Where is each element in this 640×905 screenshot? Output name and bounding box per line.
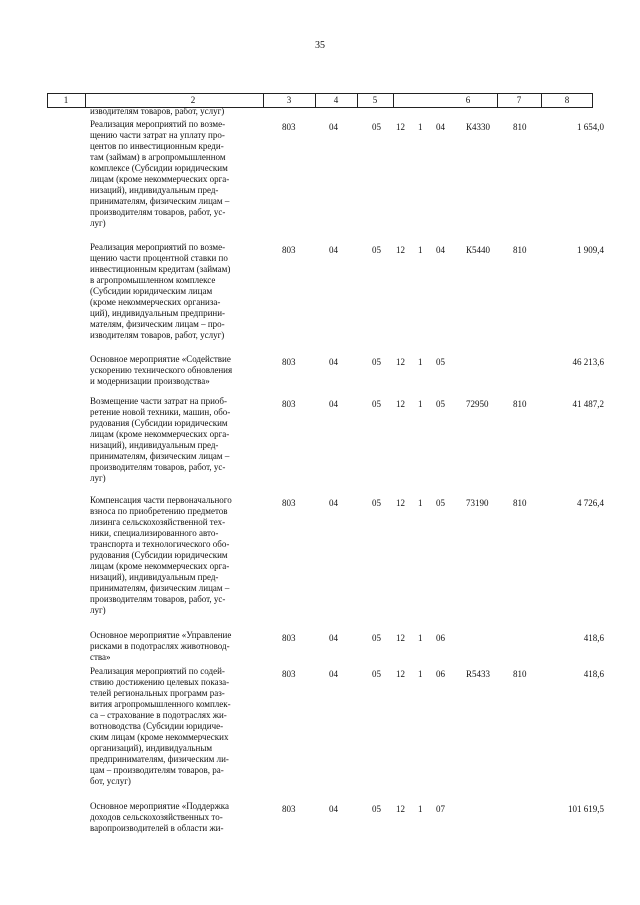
cell-col5: 05 [372, 669, 381, 679]
table-row [0, 354, 640, 396]
cell-col8-amount: 101 619,5 [568, 804, 604, 814]
cell-col6-program: 12 [396, 122, 405, 132]
header-col-1: 1 [63, 95, 69, 105]
cell-col3: 803 [282, 498, 296, 508]
table-row [0, 107, 640, 119]
header-col-3: 3 [286, 95, 292, 105]
cell-col7: 810 [513, 498, 527, 508]
cell-col4: 04 [329, 633, 338, 643]
cell-col6-program: 12 [396, 804, 405, 814]
cell-col6-subprogram: 1 [418, 399, 423, 409]
cell-col6-subprogram: 1 [418, 357, 423, 367]
row-description: Компенсация части первоначального взноса по приобретению предметов лизинга сельскохозяйственной тех- ники, специализированного авто- транспорта и технологического обо- рудования (Субсидии юридическим лицам (кроме некоммерческих орга- низаций), индивидуальным пред- принимателям, физическим лицам – производителям товаров, работ, ус- луг) [90, 495, 232, 615]
cell-col4: 04 [329, 122, 338, 132]
cell-col6-event: 05 [436, 399, 445, 409]
cell-col4: 04 [329, 357, 338, 367]
cell-col6-program: 12 [396, 498, 405, 508]
cell-col6-direction: R5433 [466, 669, 491, 679]
cell-col3: 803 [282, 804, 296, 814]
table-row [0, 396, 640, 495]
cell-col6-event: 04 [436, 245, 445, 255]
cell-col3: 803 [282, 399, 296, 409]
cell-col5: 05 [372, 498, 381, 508]
cell-col6-direction: 73190 [466, 498, 489, 508]
table-row [0, 630, 640, 666]
cell-col6-program: 12 [396, 669, 405, 679]
cell-col5: 05 [372, 245, 381, 255]
cell-col8-amount: 4 726,4 [577, 498, 604, 508]
cell-col6-event: 06 [436, 633, 445, 643]
cell-col6-program: 12 [396, 245, 405, 255]
cell-col6-subprogram: 1 [418, 633, 423, 643]
cell-col6-direction: 72950 [466, 399, 489, 409]
cell-col6-subprogram: 1 [418, 122, 423, 132]
cell-col8-amount: 418,6 [583, 669, 604, 679]
cell-col7: 810 [513, 122, 527, 132]
row-description: Основное мероприятие «Поддержка доходов сельскохозяйственных то- варопроизводителей в области жи- [90, 801, 230, 833]
cell-col6-subprogram: 1 [418, 245, 423, 255]
row-description: изводителям товаров, работ, услуг) [90, 106, 225, 116]
cell-col8-amount: 418,6 [583, 633, 604, 643]
cell-col3: 803 [282, 669, 296, 679]
cell-col8-amount: 1 654,0 [577, 122, 604, 132]
header-col-5: 5 [372, 95, 378, 105]
header-col-2: 2 [190, 95, 196, 105]
cell-col4: 04 [329, 498, 338, 508]
cell-col5: 05 [372, 804, 381, 814]
header-col-4: 4 [333, 95, 339, 105]
header-divider [592, 94, 593, 107]
cell-col8-amount: 46 213,6 [572, 357, 604, 367]
cell-col3: 803 [282, 633, 296, 643]
cell-col6-program: 12 [396, 633, 405, 643]
cell-col5: 05 [372, 122, 381, 132]
cell-col6-event: 06 [436, 669, 445, 679]
table-row [0, 801, 640, 841]
cell-col3: 803 [282, 357, 296, 367]
cell-col4: 04 [329, 245, 338, 255]
row-description: Реализация мероприятий по содей- ствию достижению целевых показа- телей региональных программ раз- вития агропромышленного комплек- са – страхование в подотраслях жи- вотноводства (Субсидии юридиче- ским лицам (кроме некоммерческих организаций), индивидуальным предпринимателям, физическим ли- цам – производителям товаров, ра- бот, услуг) [90, 666, 231, 786]
row-description: Реализация мероприятий по возме- щению части процентной ставки по инвестиционным кредитам (займам) в агропромышленном комплексе (Субсидии юридическим лицам (кроме некоммерческих организа- ций), индивидуальным предприни- мателям, физическим лицам – про- изводителям товаров, работ, услуг) [90, 242, 231, 340]
cell-col6-direction: К4330 [466, 122, 491, 132]
table-row [0, 119, 640, 242]
cell-col6-subprogram: 1 [418, 498, 423, 508]
table-row [0, 242, 640, 354]
cell-col7: 810 [513, 245, 527, 255]
header-col-6: 6 [465, 95, 471, 105]
row-description: Основное мероприятие «Содействие ускорению технического обновления и модернизации производства» [90, 354, 233, 386]
table-row [0, 666, 640, 801]
cell-col6-event: 07 [436, 804, 445, 814]
cell-col4: 04 [329, 804, 338, 814]
cell-col6-program: 12 [396, 357, 405, 367]
cell-col6-event: 05 [436, 357, 445, 367]
row-description: Возмещение части затрат на приоб- ретение новой техники, машин, обо- рудования (Субсидии юридическим лицам (кроме некоммерческих орга- низаций), индивидуальным пред- принимателям, физическим лицам – производителям товаров, работ, ус- луг) [90, 396, 231, 483]
cell-col6-program: 12 [396, 399, 405, 409]
page-number: 35 [315, 40, 325, 51]
table-row [0, 495, 640, 630]
cell-col5: 05 [372, 399, 381, 409]
cell-col3: 803 [282, 122, 296, 132]
cell-col7: 810 [513, 399, 527, 409]
cell-col4: 04 [329, 399, 338, 409]
cell-col8-amount: 1 909,4 [577, 245, 604, 255]
cell-col6-subprogram: 1 [418, 804, 423, 814]
cell-col5: 05 [372, 633, 381, 643]
cell-col6-subprogram: 1 [418, 669, 423, 679]
header-col-8: 8 [564, 95, 570, 105]
header-col-7: 7 [516, 95, 522, 105]
cell-col3: 803 [282, 245, 296, 255]
cell-col5: 05 [372, 357, 381, 367]
row-description: Основное мероприятие «Управление рисками в подотраслях животновод- ства» [90, 630, 232, 662]
cell-col6-direction: К5440 [466, 245, 491, 255]
row-description: Реализация мероприятий по возме- щению части затрат на уплату про- центов по инвестиционным креди- там (займам) в агропромышленном комплексе (Субсидии юридическим лицам (кроме некоммерческих орга- низаций), индивидуальным пред- принимателям, физическим лицам – производителям товаров, работ, ус- луг) [90, 119, 230, 228]
cell-col8-amount: 41 487,2 [572, 399, 604, 409]
cell-col6-event: 05 [436, 498, 445, 508]
cell-col6-event: 04 [436, 122, 445, 132]
cell-col4: 04 [329, 669, 338, 679]
cell-col7: 810 [513, 669, 527, 679]
table-body [0, 107, 640, 841]
